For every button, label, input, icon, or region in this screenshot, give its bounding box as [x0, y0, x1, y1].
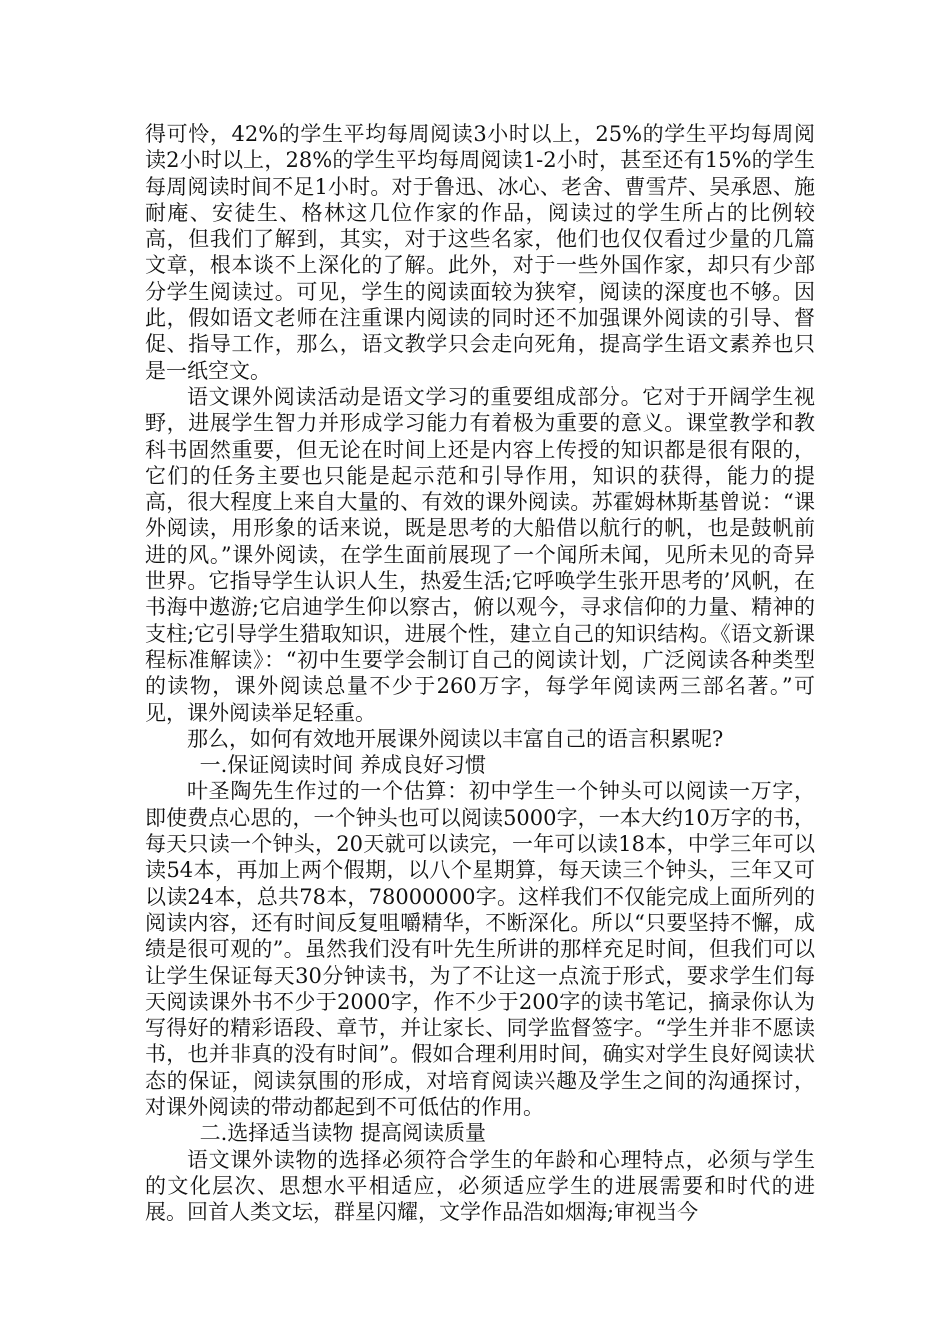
paragraph-reading-statistics: 得可怜，42%的学生平均每周阅读3小时以上，25%的学生平均每周阅读2小时以上，28%的学生平均每周阅读1-2小时，甚至还有15%的学生每周阅读时间不足1小时。对于鲁迅、冰心、老舍、曹雪芹、吴承恩、施耐庵、安徒生、格林这几位作家的作品，阅读过的学生所占的比例较高，但我们了解到，其实，对于这些名家，他们也仅仅看过少量的几篇文章，根本谈不上深化的了解。此外，对于一些外国作家，却只有少部分学生阅读过。可见，学生的阅读面较为狭窄，阅读的深度也不够。因此，假如语文老师在注重课内阅读的同时还不加强课外阅读的引导、督促、指导工作，那么，语文教学只会走向死角，提高学生语文素养也只是一纸空文。 [145, 122, 815, 383]
document-page [145, 121, 815, 1225]
section-heading-1: 一.保证阅读时间 养成良好习惯 [199, 753, 486, 778]
paragraph-importance-of-reading: 语文课外阅读活动是语文学习的重要组成部分。它对于开阔学生视野，进展学生智力并形成学习能力有着极为重要的意义。课堂教学和教科书固然重要，但无论在时间上还是内容上传授的知识都是很有限的，它们的任务主要也只能是起示范和引导作用，知识的获得，能力的提高，很大程度上来自大量的、有效的课外阅读。苏霍姆林斯基曾说：“课外阅读，用形象的话来说，既是思考的大船借以航行的帆，也是鼓帆前进的风。”课外阅读，在学生面前展现了一个闻所未闻，见所未见的奇异世界。它指导学生认识人生，热爱生活;它呼唤学生张开思考的’风帆，在书海中遨游;它启迪学生仰以察古，俯以观今，寻求信仰的力量、精神的支柱;它引导学生猎取知识，进展个性，建立自己的知识结构。《语文新课程标准解读》：“初中生要学会制订自己的阅读计划，广泛阅读各种类型的读物，课外阅读总量不少于260万字，每学年阅读两三部名著。”可见，课外阅读举足轻重。 [145, 384, 815, 725]
section-heading-2: 二.选择适当读物 提高阅读质量 [199, 1121, 486, 1146]
paragraph-question: 那么，如何有效地开展课外阅读以丰富自己的语言积累呢? [187, 726, 724, 751]
paragraph-reading-time: 叶圣陶先生作过的一个估算：初中学生一个钟头可以阅读一万字，即使费点心思的，一个钟头也可以阅读5000字，一本大约10万字的书，每天只读一个钟头，20天就可以读完，一年可以读18本，中学三年可以读54本，再加上两个假期，以八个星期算，每天读三个钟头，三年又可以读24本，总共78本，78000000字。这样我们不仅能完成上面所列的阅读内容，还有时间反复咀嚼精华，不断深化。所以“只要坚持不懈，成绩是很可观的”。虽然我们没有叶先生所讲的那样充足时间，但我们可以让学生保证每天30分钟读书，为了不让这一点流于形式，要求学生们每天阅读课外书不少于2000字，作不少于200字的读书笔记，摘录你认为写得好的精彩语段、章节，并让家长、同学监督签字。“学生并非不愿读书，也并非真的没有时间”。假如合理利用时间，确实对学生良好阅读状态的保证，阅读氛围的形成，对培育阅读兴趣及学生之间的沟通探讨，对课外阅读的带动都起到不可低估的作用。 [145, 779, 815, 1119]
paragraph-reading-selection: 语文课外读物的选择必须符合学生的年龄和心理特点，必须与学生的文化层次、思想水平相适应，必须适应学生的进展需要和时代的进展。回首人类文坛，群星闪耀，文学作品浩如烟海;审视当今 [145, 1147, 815, 1225]
